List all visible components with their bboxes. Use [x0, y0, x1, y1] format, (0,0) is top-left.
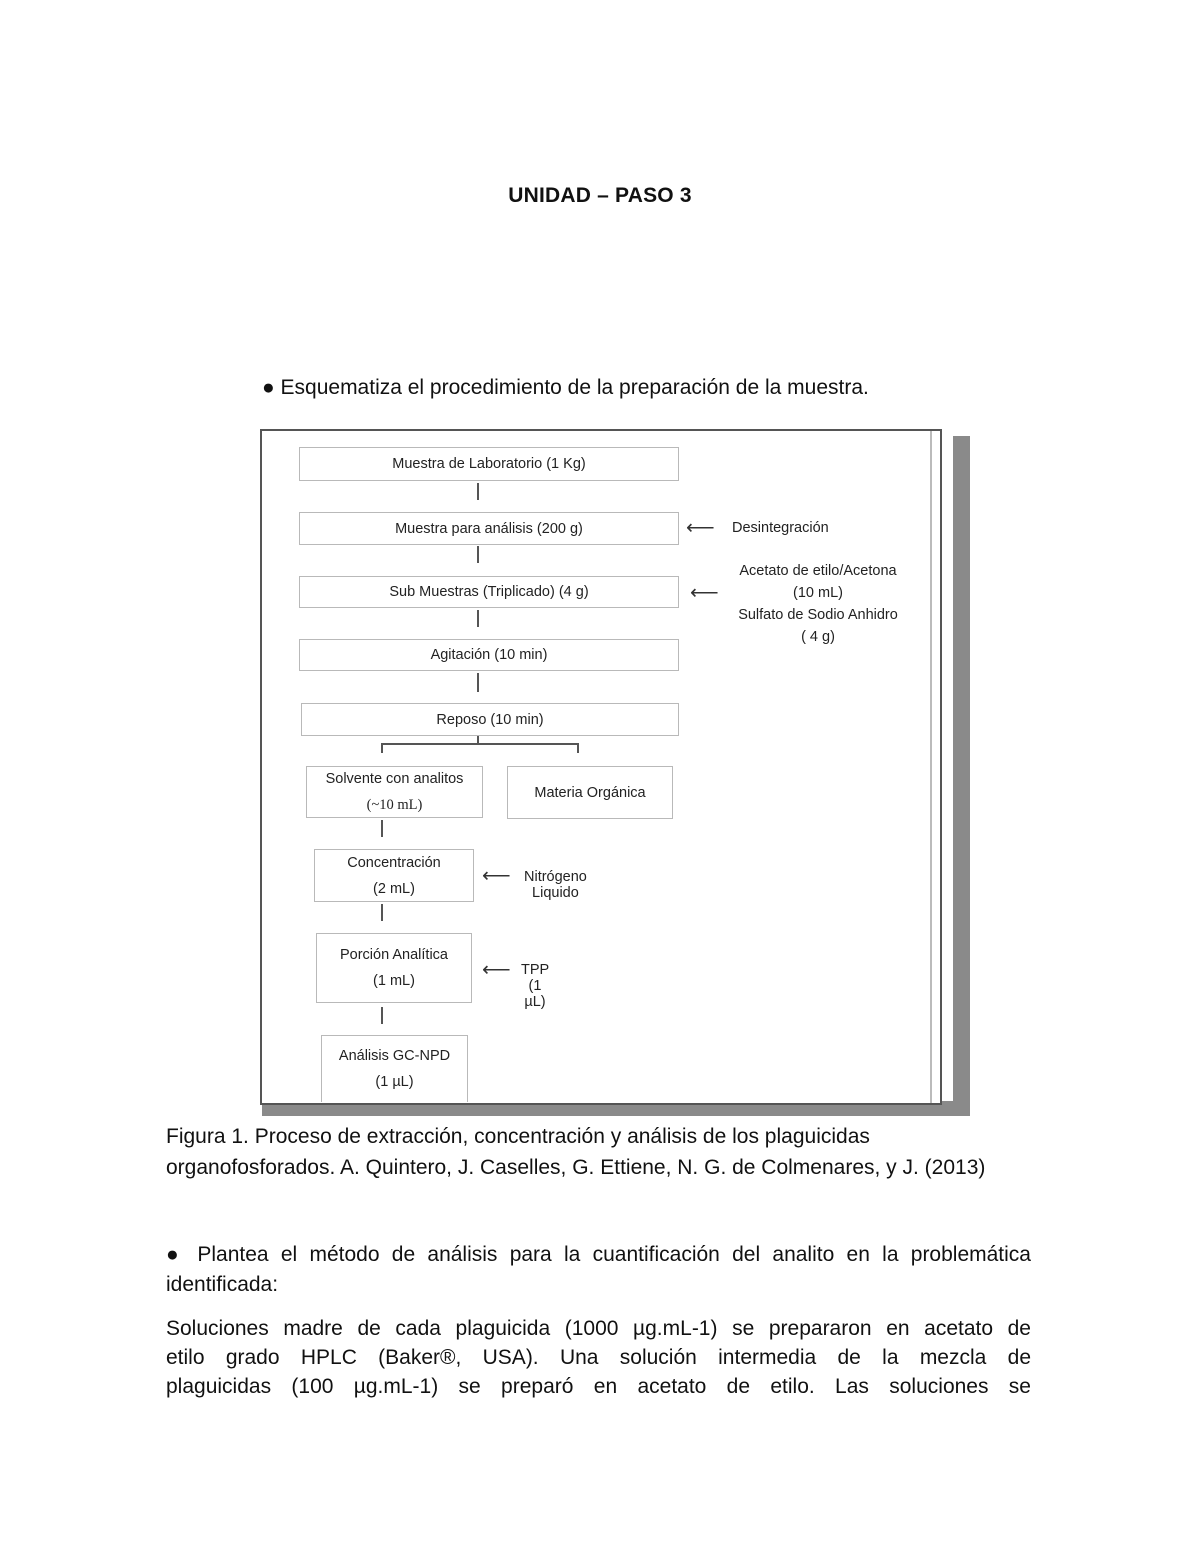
step-solvente-analitos [306, 766, 483, 818]
note-reactivos [718, 560, 918, 648]
figure-shadow-right [953, 436, 970, 1116]
step-label-line2: (1 µL) [375, 1074, 414, 1090]
note-desintegracion: Desintegración [732, 520, 829, 536]
step-reposo [301, 703, 679, 736]
connector [381, 904, 383, 921]
left-arrow-icon: ⟵ [482, 959, 511, 981]
caption-line: organofosforados. A. Quintero, J. Caselles, G. Ettiene, N. G. de Colmenares, y J. (2013) [166, 1156, 986, 1179]
step-materia-organica [507, 766, 673, 819]
page-title: UNIDAD – PASO 3 [508, 184, 692, 207]
left-arrow-icon: ⟵ [686, 517, 715, 539]
step-label-line1: Solvente con analitos [325, 770, 464, 787]
left-arrow-icon: ⟵ [690, 582, 719, 604]
caption-line: Figura 1. Proceso de extracción, concentración y análisis de los plaguicidas [166, 1125, 870, 1148]
connector [381, 1007, 383, 1024]
step-label-line1: Análisis GC-NPD [338, 1048, 451, 1064]
paragraph-line: etilo grado HPLC (Baker®, USA). Una solución intermedia de la mezcla de [166, 1346, 1031, 1369]
connector [381, 820, 383, 837]
note-line: ( 4 g) [801, 629, 835, 645]
figure-inner-border [930, 431, 932, 1103]
step-label: Reposo (10 min) [436, 711, 544, 728]
step-agitacion [299, 639, 679, 671]
connector [477, 610, 479, 627]
step-analisis-gcnpd [321, 1035, 468, 1102]
step-label: Agitación (10 min) [430, 647, 548, 663]
step-label-line2: (~10 mL) [366, 796, 423, 813]
step-muestra-laboratorio [299, 447, 679, 481]
note-line: Sulfato de Sodio Anhidro [738, 607, 898, 623]
method-paragraph [166, 1314, 1031, 1401]
connector [477, 673, 479, 692]
paragraph-line: plaguicidas (100 µg.mL-1) se preparó en acetato de etilo. Las soluciones se [166, 1375, 1031, 1398]
step-sub-muestras [299, 576, 679, 608]
step-label: Muestra para análisis (200 g) [395, 520, 583, 537]
note-tpp: TPP (1 µL) [521, 962, 550, 1010]
paragraph-line: Soluciones madre de cada plaguicida (1000 µg.mL-1) se prepararon en acetato de [166, 1317, 1031, 1340]
bullet-item-method: ● Plantea el método de análisis para la cuantificación del analito en la problemática identificada: [166, 1243, 1031, 1296]
figure-caption [166, 1121, 1046, 1183]
connector [381, 743, 383, 753]
connector [577, 743, 579, 753]
step-label-line2: (2 mL) [373, 880, 415, 897]
step-label: Muestra de Laboratorio (1 Kg) [392, 456, 586, 472]
left-arrow-icon: ⟵ [482, 865, 511, 887]
step-label: Materia Orgánica [534, 784, 646, 801]
step-label-line2: (1 mL) [373, 973, 415, 989]
note-line: (10 mL) [793, 585, 843, 601]
step-label-line1: Porción Analítica [339, 947, 448, 963]
step-label: Sub Muestras (Triplicado) (4 g) [389, 584, 589, 600]
flowchart-figure [260, 429, 942, 1105]
step-muestra-analisis [299, 512, 679, 545]
step-concentracion [314, 849, 474, 902]
bullet-item-schematic: ● Esquematiza el procedimiento de la preparación de la muestra. [262, 376, 869, 399]
note-nitrogeno: Nitrógeno Liquido [524, 869, 587, 901]
connector [477, 483, 479, 500]
connector [477, 546, 479, 563]
step-porcion-analitica [316, 933, 472, 1003]
note-line: Acetato de etilo/Acetona [739, 563, 897, 579]
step-label-line1: Concentración [347, 854, 441, 871]
split-connector [381, 743, 579, 745]
